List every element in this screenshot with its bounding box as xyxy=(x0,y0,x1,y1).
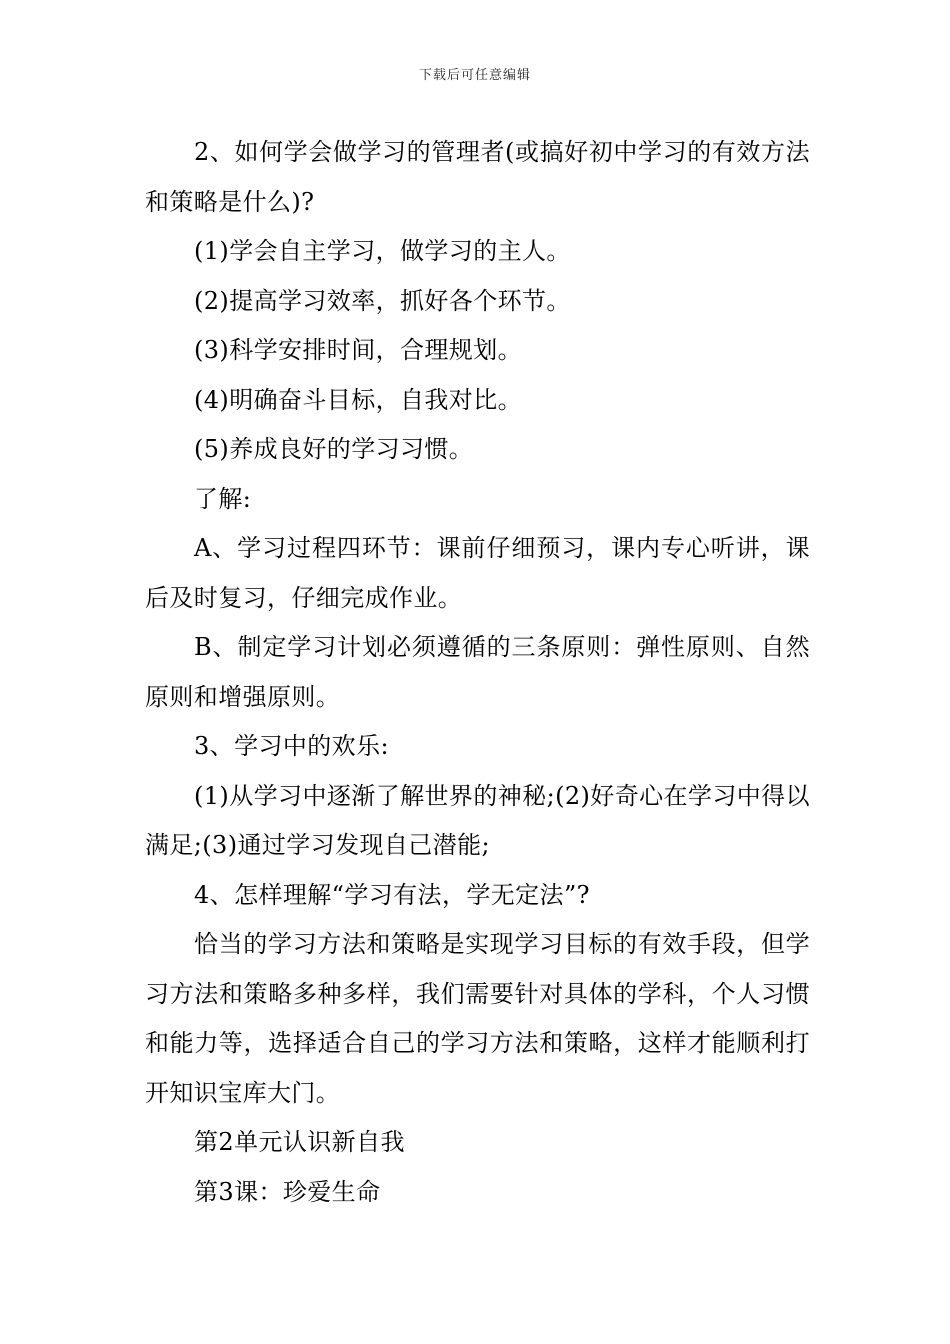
paragraph-unit-2: 第2单元认识新自我 xyxy=(194,1128,405,1156)
paragraph-b: B、制定学习计划必须遵循的三条原则：弹性原则、自然原则和增强原则。 xyxy=(145,633,810,711)
paragraph-question-4: 4、怎样理解“学习有法，学无定法”? xyxy=(194,880,590,909)
paragraph-joys: (1)从学习中逐渐了解世界的神秘;(2)好奇心在学习中得以满足;(3)通过学习发现自己潜能; xyxy=(145,781,810,859)
document-body xyxy=(145,128,810,1217)
paragraph-item-3: (3)科学安排时间，合理规划。 xyxy=(194,336,522,364)
paragraph-understand: 了解: xyxy=(194,484,252,513)
paragraph-a: A、学习过程四环节：课前仔细预习，课内专心听讲，课后及时复习，仔细完成作业。 xyxy=(145,534,810,612)
paragraph-methods: 恰当的学习方法和策略是实现学习目标的有效手段，但学习方法和策略多种多样，我们需要针对具体的学科，个人习惯和能力等，选择适合自己的学习方法和策略，这样才能顺利打开知识宝库大门。 xyxy=(145,930,810,1107)
paragraph-question-2: 2、如何学会做学习的管理者(或搞好初中学习的有效方法和策略是什么)? xyxy=(145,138,810,216)
paragraph-lesson-3: 第3课：珍爱生命 xyxy=(194,1177,381,1206)
page-header-note: 下载后可任意编辑 xyxy=(418,68,531,83)
paragraph-item-5: (5)养成良好的学习习惯。 xyxy=(194,435,474,463)
paragraph-item-2: (2)提高学习效率，抓好各个环节。 xyxy=(194,286,571,315)
paragraph-question-3: 3、学习中的欢乐: xyxy=(194,732,389,760)
paragraph-item-4: (4)明确奋斗目标，自我对比。 xyxy=(194,385,522,414)
paragraph-item-1: (1)学会自主学习，做学习的主人。 xyxy=(194,237,571,265)
